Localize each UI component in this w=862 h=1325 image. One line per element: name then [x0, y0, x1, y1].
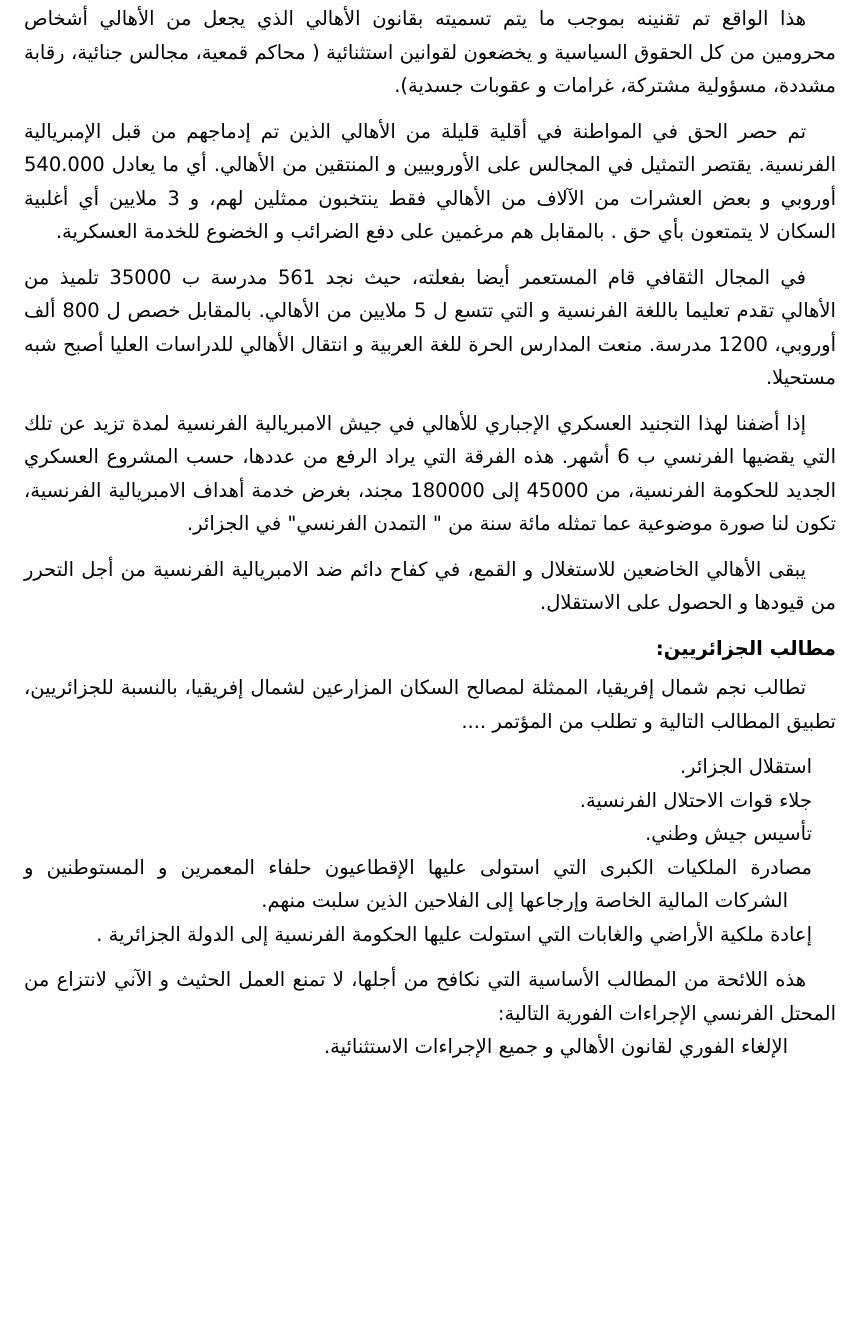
- demand-item: جلاء قوات الاحتلال الفرنسية.: [579, 788, 812, 812]
- demand-item: إعادة ملكية الأراضي والغابات التي استولت عليها الحكومة الفرنسية إلى الدولة الجزائرية .: [96, 922, 812, 946]
- paragraph-natives-law: هذا الواقع تم تقنينه بموجب ما يتم تسميته بقانون الأهالي الذي يجعل من الأهالي أشخاص محرومين من كل الحقوق السياسية و يخضعون لقوانين استثنائية ( محاكم قمعية، مجالس جنائية، رقابة مشددة، مسؤولية مشتركة، غرامات و عقوبات جسدية).: [24, 7, 836, 97]
- demand-item: استقلال الجزائر.: [679, 755, 812, 778]
- immediate-measure: الإلغاء الفوري لقانون الأهالي و جميع الإجراءات الاستثنائية.: [323, 1035, 788, 1058]
- demand-item: مصادرة الملكيات الكبرى التي استولى عليها الإقطاعيون حلفاء المعمرين و المستوطنين و الشركات المالية الخاصة وإرجاعها إلى الفلاحين الذين سلبت منهم.: [24, 855, 812, 912]
- section-heading: مطالب الجزائريين:: [655, 636, 836, 660]
- demand-item: تأسيس جيش وطني.: [645, 822, 812, 845]
- demands-list: [24, 750, 836, 951]
- paragraph-culture: في المجال الثقافي قام المستعمر أيضا بفعلته، حيث نجد 561 مدرسة ب 35000 تلميذ من الأهالي تقدم تعليما باللغة الفرنسية و التي تتسع ل 5 ملايين من الأهالي. بالمقابل خصص ل 800 ألف أوروبي، 1200 مدرسة. منعت المدارس الحرة للغة العربية و انتقال الأهالي للدراسات العليا أصبح شبه مستحيلا.: [24, 265, 836, 389]
- paragraph-closing: هذه اللائحة من المطالب الأساسية التي نكافح من أجلها، لا تمنع العمل الحثيث و الآني لانتزاع من المحتل الفرنسي الإجراءات الفورية التالية:: [24, 968, 836, 1025]
- paragraph-citizenship: تم حصر الحق في المواطنة في أقلية قليلة من الأهالي الذين تم إدماجهم من قبل الإمبريالية الفرنسية. يقتصر التمثيل في المجالس على الأوروبيين و المنتقين من الأهالي. أي ما يعادل 540.000 أوروبي و بعض العشرات من الآلاف من الأهالي فقط ينتخبون ممثلين لهم، و 3 ملايين أي أغلبية السكان لا يتمتعون بأي حق . بالمقابل هم مرغمين على دفع الضرائب و الخضوع للخدمة العسكرية.: [24, 119, 836, 243]
- paragraph-conscription: إذا أضفنا لهذا التجنيد العسكري الإجباري للأهالي في جيش الامبريالية الفرنسية لمدة تزيد عن تلك التي يقضيها الفرنسي ب 6 أشهر. هذه الفرقة التي يراد الرفع من عددها، حسب المشروع العسكري الجديد للحكومة الفرنسية، من 45000 إلى 180000 مجند، بغرض خدمة أهداف الامبريالية الفرنسية، تكون لنا صورة موضوعية عما تمثله مائة سنة من " التمدن الفرنسي" في الجزائر.: [24, 411, 837, 535]
- paragraph-struggle: يبقى الأهالي الخاضعين للاستغلال و القمع، في كفاح دائم ضد الامبريالية الفرنسية من أجل التحرر من قيودها و الحصول على الاستقلال.: [24, 557, 836, 614]
- paragraph-demands-intro: تطالب نجم شمال إفريقيا، الممثلة لمصالح السكان المزارعين لشمال إفريقيا، بالنسبة للجزائريين، تطبيق المطالب التالية و تطلب من المؤتمر ....: [24, 676, 836, 733]
